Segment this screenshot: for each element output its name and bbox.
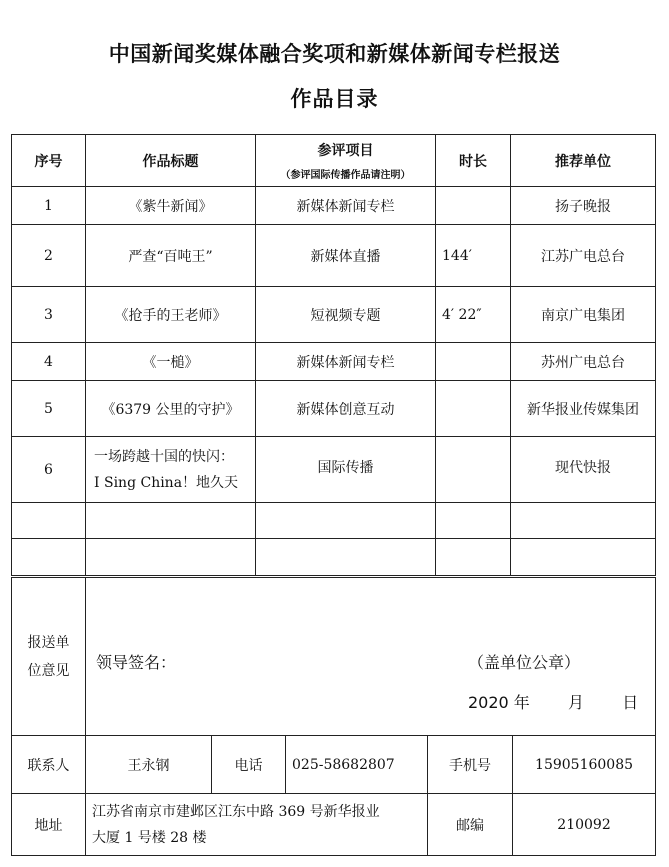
- row-unit: 苏州广电总台: [511, 343, 656, 381]
- row-unit: 新华报业传媒集团: [511, 381, 656, 437]
- row-category: 新媒体新闻专栏: [256, 343, 436, 381]
- row-title: 《抢手的王老师》: [86, 287, 256, 343]
- row-title-line: 一场跨越十国的快闪：: [94, 448, 234, 465]
- header-category-label: 参评项目: [317, 143, 374, 159]
- row-duration: 144′: [436, 225, 511, 287]
- address-value: [86, 794, 428, 856]
- empty-cell: [86, 539, 256, 576]
- row-category: 国际传播: [256, 437, 436, 503]
- row-duration: [436, 187, 511, 225]
- table-row: [12, 225, 656, 287]
- contact-row: [12, 736, 656, 794]
- row-duration: [436, 343, 511, 381]
- row-index: 6: [12, 437, 86, 503]
- document-subtitle: 作品目录: [290, 87, 379, 111]
- empty-cell: [511, 539, 656, 576]
- row-title: 《紫牛新闻》: [86, 187, 256, 225]
- date-month: 月: [568, 693, 585, 712]
- row-unit: 现代快报: [511, 437, 656, 503]
- row-index: 4: [12, 343, 86, 381]
- mobile-label: 手机号: [428, 736, 513, 794]
- header-duration: 时长: [436, 135, 511, 187]
- postcode-label: 邮编: [428, 794, 513, 856]
- empty-cell: [12, 539, 86, 576]
- row-duration: [436, 437, 511, 503]
- address-line: 大厦 1 号楼 28 楼: [92, 829, 207, 846]
- row-index: 1: [12, 187, 86, 225]
- header-index: 序号: [12, 135, 86, 187]
- empty-cell: [436, 539, 511, 576]
- header-category: [256, 135, 436, 187]
- row-title: 《6379 公里的守护》: [86, 381, 256, 437]
- row-category: 新媒体直播: [256, 225, 436, 287]
- row-category: 新媒体创意互动: [256, 381, 436, 437]
- empty-cell: [436, 503, 511, 539]
- header-unit: 推荐单位: [511, 135, 656, 187]
- table-row: [12, 381, 656, 437]
- address-line: 江苏省南京市建邺区江东中路 369 号新华报业: [92, 803, 380, 820]
- table-row: [12, 437, 656, 503]
- empty-row: [12, 503, 656, 539]
- contact-label: 联系人: [12, 736, 86, 794]
- empty-row: [12, 539, 656, 576]
- table-row: [12, 287, 656, 343]
- row-title-line: I Sing China！地久天: [94, 474, 239, 491]
- date-line: [468, 690, 638, 713]
- empty-cell: [12, 503, 86, 539]
- works-table: [11, 134, 656, 576]
- row-unit: 南京广电集团: [511, 287, 656, 343]
- row-unit: 扬子晚报: [511, 187, 656, 225]
- address-row: [12, 794, 656, 856]
- row-category: 短视频专题: [256, 287, 436, 343]
- row-title: 《一槌》: [86, 343, 256, 381]
- opinion-label: [12, 578, 86, 736]
- postcode-value: 210092: [513, 794, 656, 856]
- seal-label: （盖单位公章）: [468, 653, 581, 672]
- row-title: 严查“百吨王”: [86, 225, 256, 287]
- date-day: 日: [622, 693, 639, 712]
- opinion-label-line: 位意见: [27, 662, 70, 679]
- header-category-note: （参评国际传播作品请注明）: [280, 170, 411, 181]
- table-row: [12, 187, 656, 225]
- header-work-title: 作品标题: [86, 135, 256, 187]
- mobile-value: 15905160085: [513, 736, 656, 794]
- row-index: 5: [12, 381, 86, 437]
- phone-value: 025-58682807: [286, 736, 428, 794]
- table-row: [12, 343, 656, 381]
- empty-cell: [256, 539, 436, 576]
- row-duration: 4′ 22″: [436, 287, 511, 343]
- row-title: [86, 437, 256, 503]
- opinion-row: [12, 578, 656, 736]
- row-unit: 江苏广电总台: [511, 225, 656, 287]
- address-label: 地址: [12, 794, 86, 856]
- row-category: 新媒体新闻专栏: [256, 187, 436, 225]
- row-duration: [436, 381, 511, 437]
- signature-label: 领导签名：: [96, 653, 177, 672]
- row-index: 2: [12, 225, 86, 287]
- document-title: 中国新闻奖媒体融合奖项和新媒体新闻专栏报送: [108, 42, 561, 66]
- empty-cell: [86, 503, 256, 539]
- date-year: 2020 年: [468, 693, 530, 712]
- opinion-area: [86, 578, 656, 736]
- opinion-label-line: 报送单: [27, 634, 70, 651]
- contact-value: 王永钢: [86, 736, 212, 794]
- submission-info-table: [11, 577, 656, 856]
- phone-label: 电话: [212, 736, 286, 794]
- header-row: [12, 135, 656, 187]
- empty-cell: [256, 503, 436, 539]
- empty-cell: [511, 503, 656, 539]
- row-index: 3: [12, 287, 86, 343]
